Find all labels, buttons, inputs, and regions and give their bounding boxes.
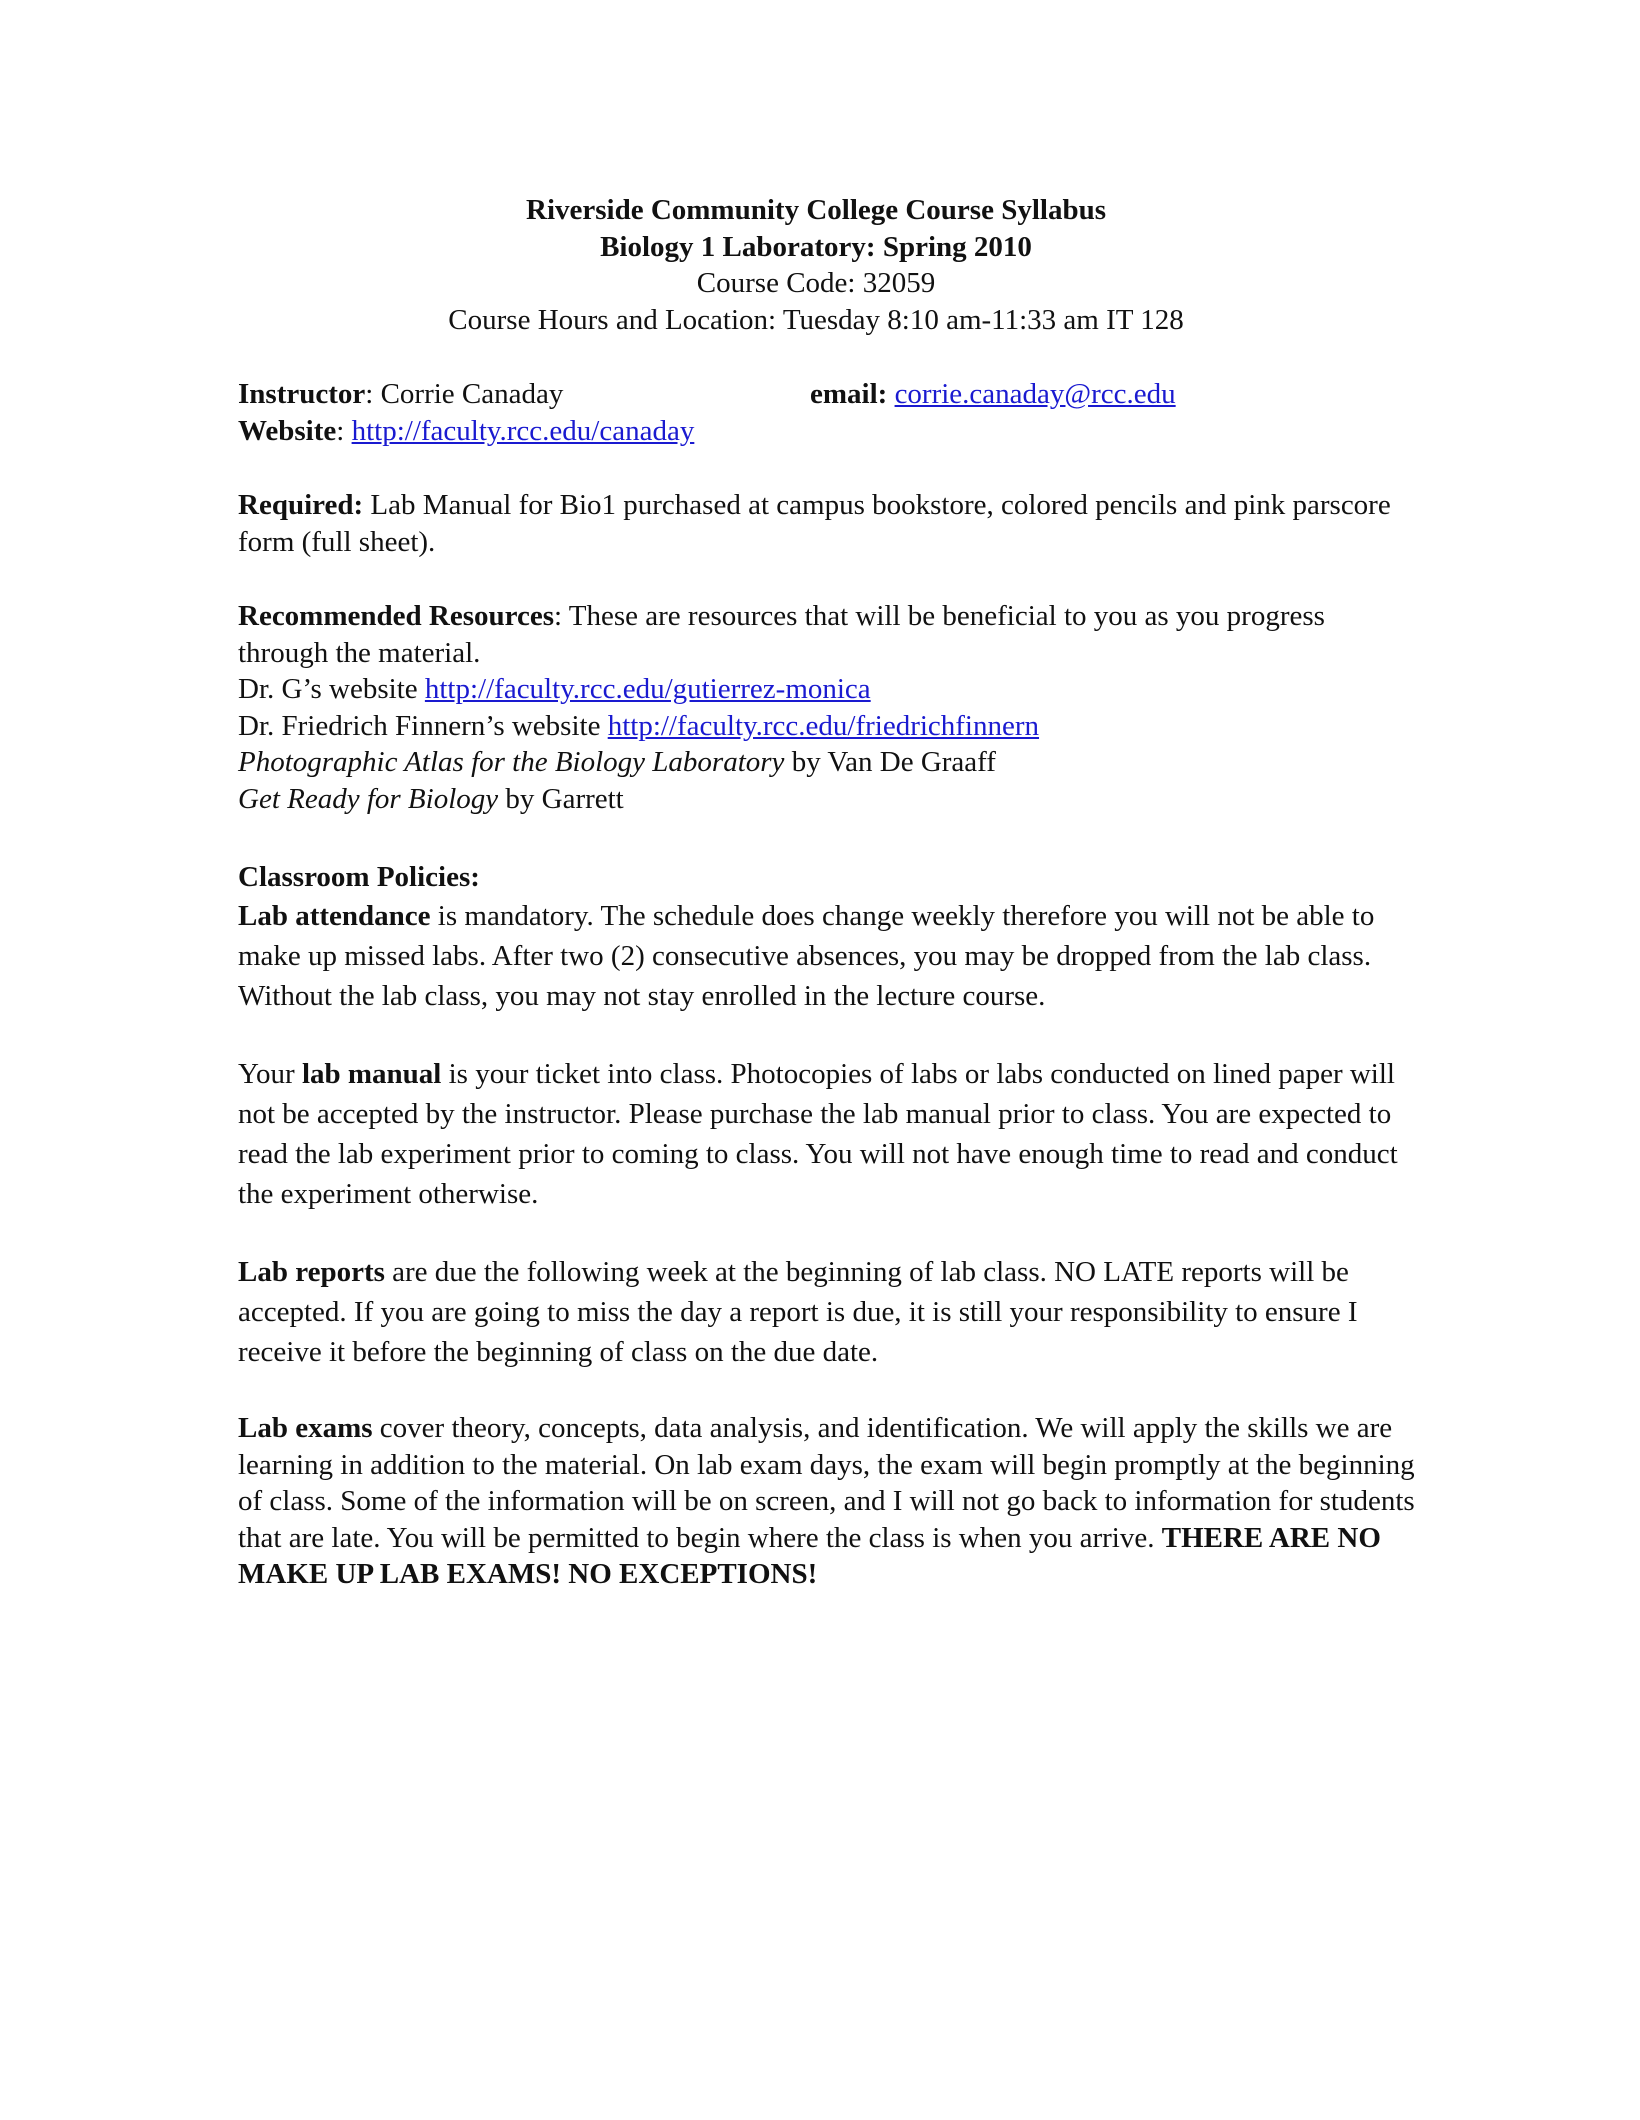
resources-intro-line [238, 600, 1325, 669]
document-title: Riverside Community College Course Syllabus [526, 194, 1106, 226]
manual-label: lab manual [301, 1058, 442, 1091]
exams-emphasis: THERE ARE NO MAKE UP LAB EXAMS! NO EXCEPTIONS! [238, 1521, 1381, 1591]
course-hours-location: Course Hours and Location: Tuesday 8:10 am-11:33 am IT 128 [448, 303, 1184, 336]
resource-get-ready-title: Get Ready for Biology [238, 782, 499, 815]
reports-text: are due the following week at the beginning of lab class. NO LATE reports will be accepted. If you are going to miss the day a report is due, it is still your responsibility to ensure I receive it before the beginning of class on the due date. [238, 1256, 1358, 1369]
resource-finnern-text: Dr. Friedrich Finnern’s website [238, 709, 608, 742]
resource-get-ready-author: by Garrett [498, 782, 624, 815]
instructor-label: Instructor [238, 378, 366, 411]
email-label: email: [810, 378, 888, 411]
policy-attendance [238, 896, 1418, 1016]
contact-section [238, 376, 1418, 449]
required-section [238, 487, 1418, 560]
website-label: Website [238, 414, 337, 447]
resource-finnern [238, 708, 1418, 745]
policy-lab-reports [238, 1252, 1418, 1372]
course-code: Course Code: 32059 [696, 267, 936, 300]
exams-text: cover theory, concepts, data analysis, and identification. We will apply the skills we are learning in addition to the material. On lab exam days, the exam will begin promptly at the beginning of class. Some of the information will be on screen, and I will not go back to information for students that are late. You will be permitted to begin where the class is when you arrive. [238, 1412, 1415, 1554]
course-title: Biology 1 Laboratory: Spring 2010 [600, 230, 1032, 263]
resource-atlas-author: by Van De Graaff [784, 746, 996, 779]
policy-lab-exams [238, 1410, 1418, 1593]
instructor-name: Corrie Canaday [380, 378, 564, 411]
resource-atlas [238, 744, 1418, 781]
website-separator: : [336, 414, 352, 447]
email-link[interactable]: corrie.canaday@rcc.edu [894, 378, 1176, 411]
manual-text: is your ticket into class. Photocopies of labs or labs conducted on lined paper will not be accepted by the instructor. Please purchase the lab manual prior to class. You are expected to read the lab experiment prior to coming to class. You will not have enough time to read and conduct the experiment otherwise. [238, 1058, 1398, 1211]
required-label: Required: [238, 489, 364, 522]
website-row [238, 413, 1418, 450]
attendance-label: Lab attendance [238, 899, 431, 932]
resources-intro: : These are resources that will be beneficial to you as you progress through the material. [238, 600, 1325, 669]
instructor-row [238, 376, 1418, 413]
required-text: Lab Manual for Bio1 purchased at campus bookstore, colored pencils and pink parscore form (full sheet). [238, 489, 1391, 558]
manual-prefix: Your [238, 1058, 302, 1091]
policy-lab-manual [238, 1054, 1418, 1214]
attendance-text: is mandatory. The schedule does change weekly therefore you will not be able to make up missed labs. After two (2) consecutive absences, you may be dropped from the lab class. Without the lab class, you may not stay enrolled in the lecture course. [238, 899, 1375, 1012]
resource-dr-g-link[interactable]: http://faculty.rcc.edu/gutierrez-monica [424, 673, 871, 706]
resource-finnern-link[interactable]: http://faculty.rcc.edu/friedrichfinnern [607, 709, 1040, 742]
policies-heading: Classroom Policies: [238, 861, 480, 894]
resource-atlas-title: Photographic Atlas for the Biology Laboratory [238, 746, 785, 779]
resource-dr-g-text: Dr. G’s website [238, 673, 425, 706]
policies-section [238, 859, 1418, 1592]
resources-section [238, 598, 1418, 817]
instructor-separator: : [365, 378, 381, 411]
document-header [238, 192, 1394, 338]
resources-label: Recommended Resources [238, 600, 554, 633]
resource-get-ready [238, 781, 1418, 818]
website-link[interactable]: http://faculty.rcc.edu/canaday [351, 414, 695, 447]
syllabus-page [238, 192, 1418, 1593]
exams-label: Lab exams [238, 1412, 373, 1445]
reports-label: Lab reports [238, 1256, 385, 1289]
resource-dr-g [238, 671, 1418, 708]
